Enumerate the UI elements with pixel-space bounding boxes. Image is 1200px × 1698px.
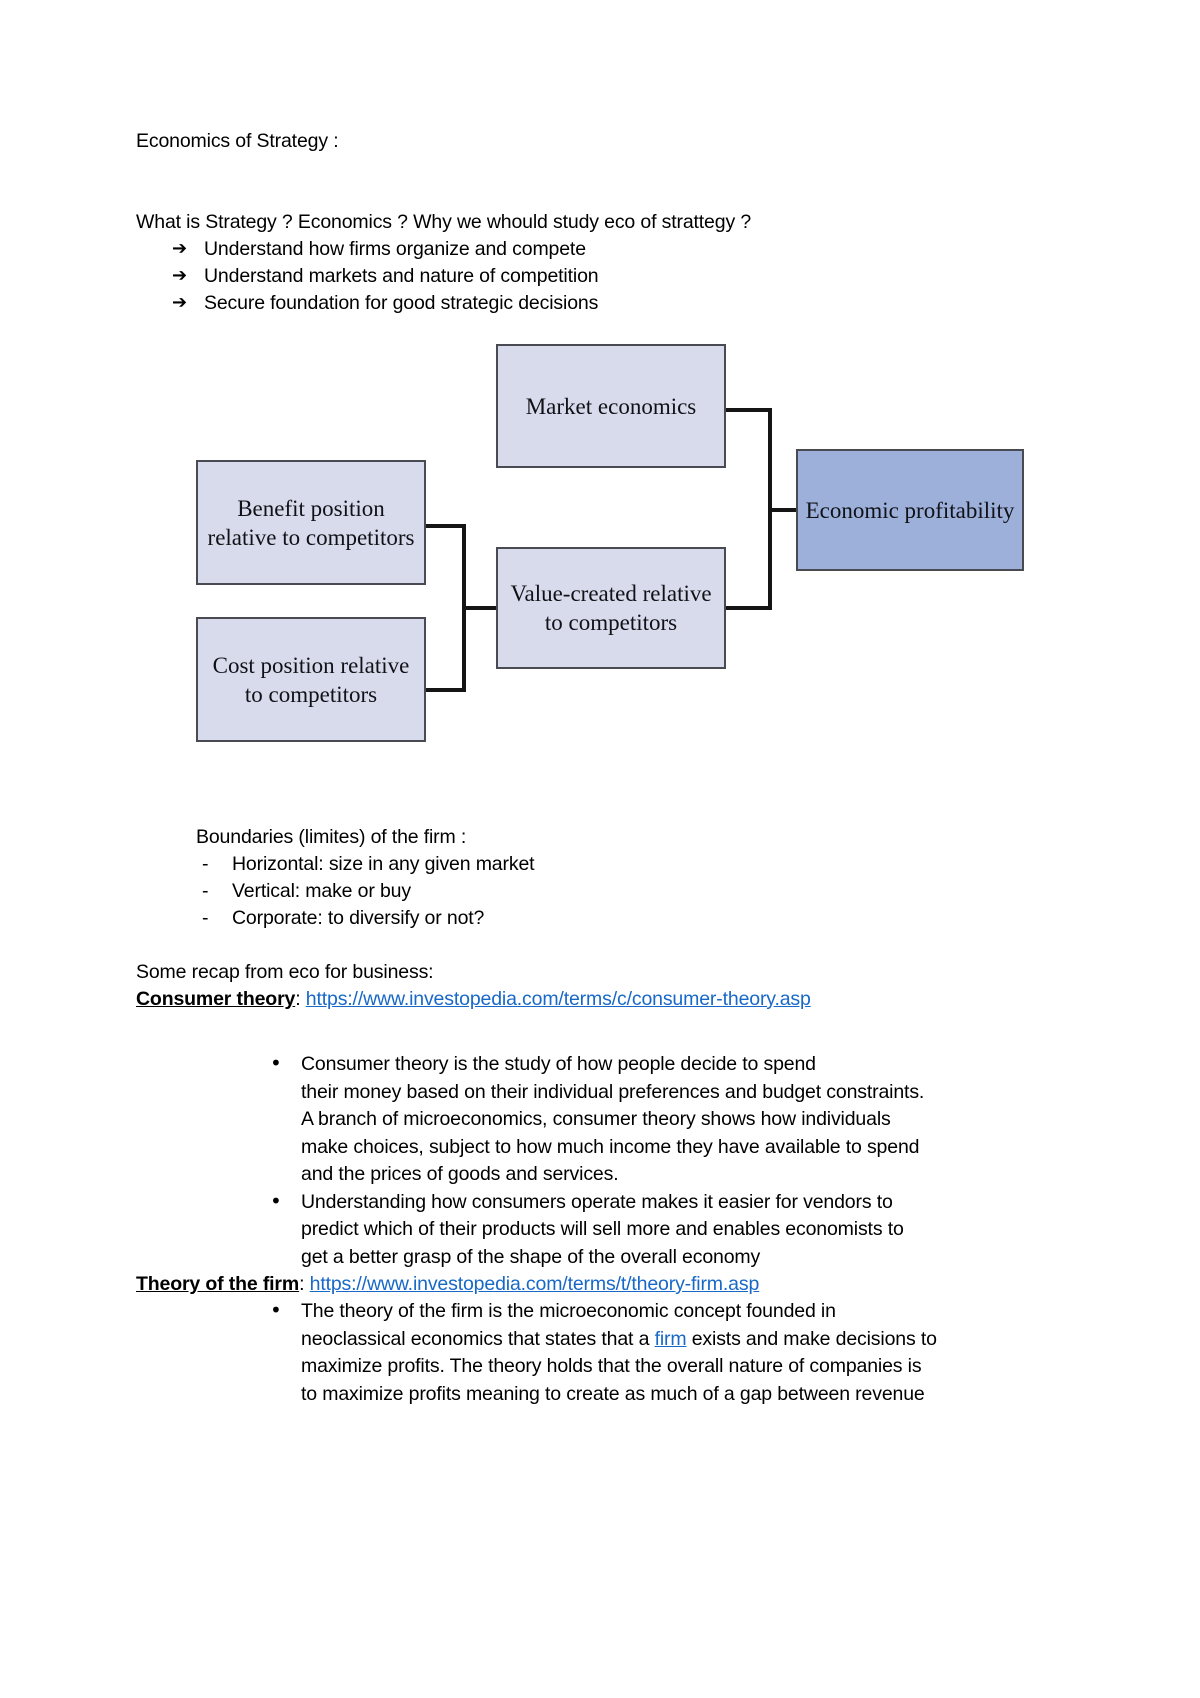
paragraph-line: The theory of the firm is the microeconomic concept founded in <box>301 1300 836 1322</box>
bullet-dot-icon: • <box>270 1298 282 1322</box>
list-item-label: Understand how firms organize and compete <box>204 238 586 260</box>
arrow-right-icon: ➔ <box>172 238 187 259</box>
connector-benefit-horizontal <box>426 524 466 528</box>
paragraph-line-with-link <box>301 1326 1001 1354</box>
dash-bullet-icon: - <box>202 907 209 929</box>
paragraph-line: A branch of microeconomics, consumer theory shows how individuals <box>301 1108 891 1130</box>
theory-of-firm-bullets <box>136 1298 1076 1408</box>
boundaries-list <box>196 851 896 932</box>
paragraph-line: their money based on their individual preferences and budget constraints. <box>301 1080 925 1103</box>
bullet-paragraph <box>270 1188 1001 1272</box>
list-item <box>136 1298 1076 1408</box>
list-item-label: Secure foundation for good strategic decisions <box>204 292 599 314</box>
theory-of-firm-link[interactable]: https://www.investopedia.com/terms/t/theory-firm.asp <box>309 1273 760 1295</box>
diagram-node-benefit-position <box>196 460 426 585</box>
node-label: Value-created relative to competitors <box>510 581 712 635</box>
spacer <box>136 1013 1076 1051</box>
connector-cost-horizontal <box>426 688 466 692</box>
intro-arrow-list <box>136 236 1066 317</box>
consumer-theory-heading-row <box>136 986 1076 1013</box>
spacer <box>136 182 1066 209</box>
diagram-node-market-economics <box>496 344 726 468</box>
diagram-node-value-created <box>496 547 726 669</box>
list-item-label: Horizontal: size in any given market <box>232 853 535 875</box>
list-item-label: Corporate: to diversify or not? <box>232 907 485 929</box>
list-item <box>136 1051 1076 1189</box>
theory-of-firm-term: Theory of the firm <box>136 1273 300 1295</box>
connector-value-horizontal <box>724 606 772 610</box>
paragraph-line: maximize profits. The theory holds that the overall nature of companies is <box>301 1355 922 1377</box>
arrow-right-icon: ➔ <box>172 292 187 313</box>
list-item <box>196 851 896 878</box>
intro-question: What is Strategy ? Economics ? Why we whould study eco of strattegy ? <box>136 211 752 233</box>
dash-bullet-icon: - <box>202 880 209 902</box>
bullet-paragraph <box>270 1051 1001 1189</box>
list-item <box>136 263 1066 290</box>
diagram-node-cost-position <box>196 617 426 742</box>
consumer-theory-bullets <box>136 1051 1076 1271</box>
paragraph-line: Understanding how consumers operate makes it easier for vendors to <box>301 1190 893 1213</box>
diagram-node-economic-profitability <box>796 449 1024 571</box>
recap-section <box>136 959 1076 1408</box>
connector-market-horizontal <box>724 408 772 412</box>
consumer-theory-term: Consumer theory <box>136 988 296 1010</box>
paragraph-text: exists and make decisions to <box>686 1327 937 1350</box>
list-item <box>136 290 1066 317</box>
arrow-right-icon: ➔ <box>172 265 187 286</box>
list-item-label: Understand markets and nature of competition <box>204 265 599 287</box>
bullet-dot-icon: • <box>270 1051 282 1075</box>
list-item <box>196 878 896 905</box>
list-item-label: Vertical: make or buy <box>232 880 411 902</box>
node-label: Economic profitability <box>805 497 1015 523</box>
consumer-theory-separator: : <box>295 988 301 1010</box>
list-item <box>136 1189 1076 1272</box>
list-item <box>136 236 1066 263</box>
paragraph-line: Consumer theory is the study of how people decide to spend <box>301 1053 816 1075</box>
theory-of-firm-separator: : <box>299 1273 305 1295</box>
boundaries-section <box>196 824 896 932</box>
economic-profitability-diagram <box>196 344 1028 756</box>
recap-heading: Some recap from eco for business: <box>136 961 434 983</box>
paragraph-line: get a better grasp of the shape of the overall economy <box>301 1245 761 1268</box>
node-label: Cost position relative to competitors <box>212 652 410 707</box>
spacer <box>136 155 1066 182</box>
paragraph-line: predict which of their products will sell more and enables economists to <box>301 1218 904 1240</box>
node-label: Benefit position relative to competitors <box>207 495 415 550</box>
connector-into-value <box>462 606 498 610</box>
intro-section <box>136 128 1066 317</box>
paragraph-text: neoclassical economics that states that a <box>301 1327 655 1350</box>
boundaries-heading: Boundaries (limites) of the firm : <box>196 826 467 848</box>
list-item <box>196 905 896 932</box>
bullet-paragraph <box>270 1298 1001 1408</box>
theory-of-firm-heading-row <box>136 1271 1076 1298</box>
page-title: Economics of Strategy : <box>136 130 339 152</box>
paragraph-line: make choices, subject to how much income they have available to spend <box>301 1135 920 1158</box>
paragraph-line: and the prices of goods and services. <box>301 1163 619 1185</box>
dash-bullet-icon: - <box>202 853 209 875</box>
bullet-dot-icon: • <box>270 1188 282 1213</box>
paragraph-line: to maximize profits meaning to create as much of a gap between revenue <box>301 1382 925 1405</box>
consumer-theory-link[interactable]: https://www.investopedia.com/terms/c/consumer-theory.asp <box>305 988 811 1010</box>
node-label: Market economics <box>525 393 697 419</box>
firm-inline-link[interactable]: firm <box>654 1327 687 1350</box>
